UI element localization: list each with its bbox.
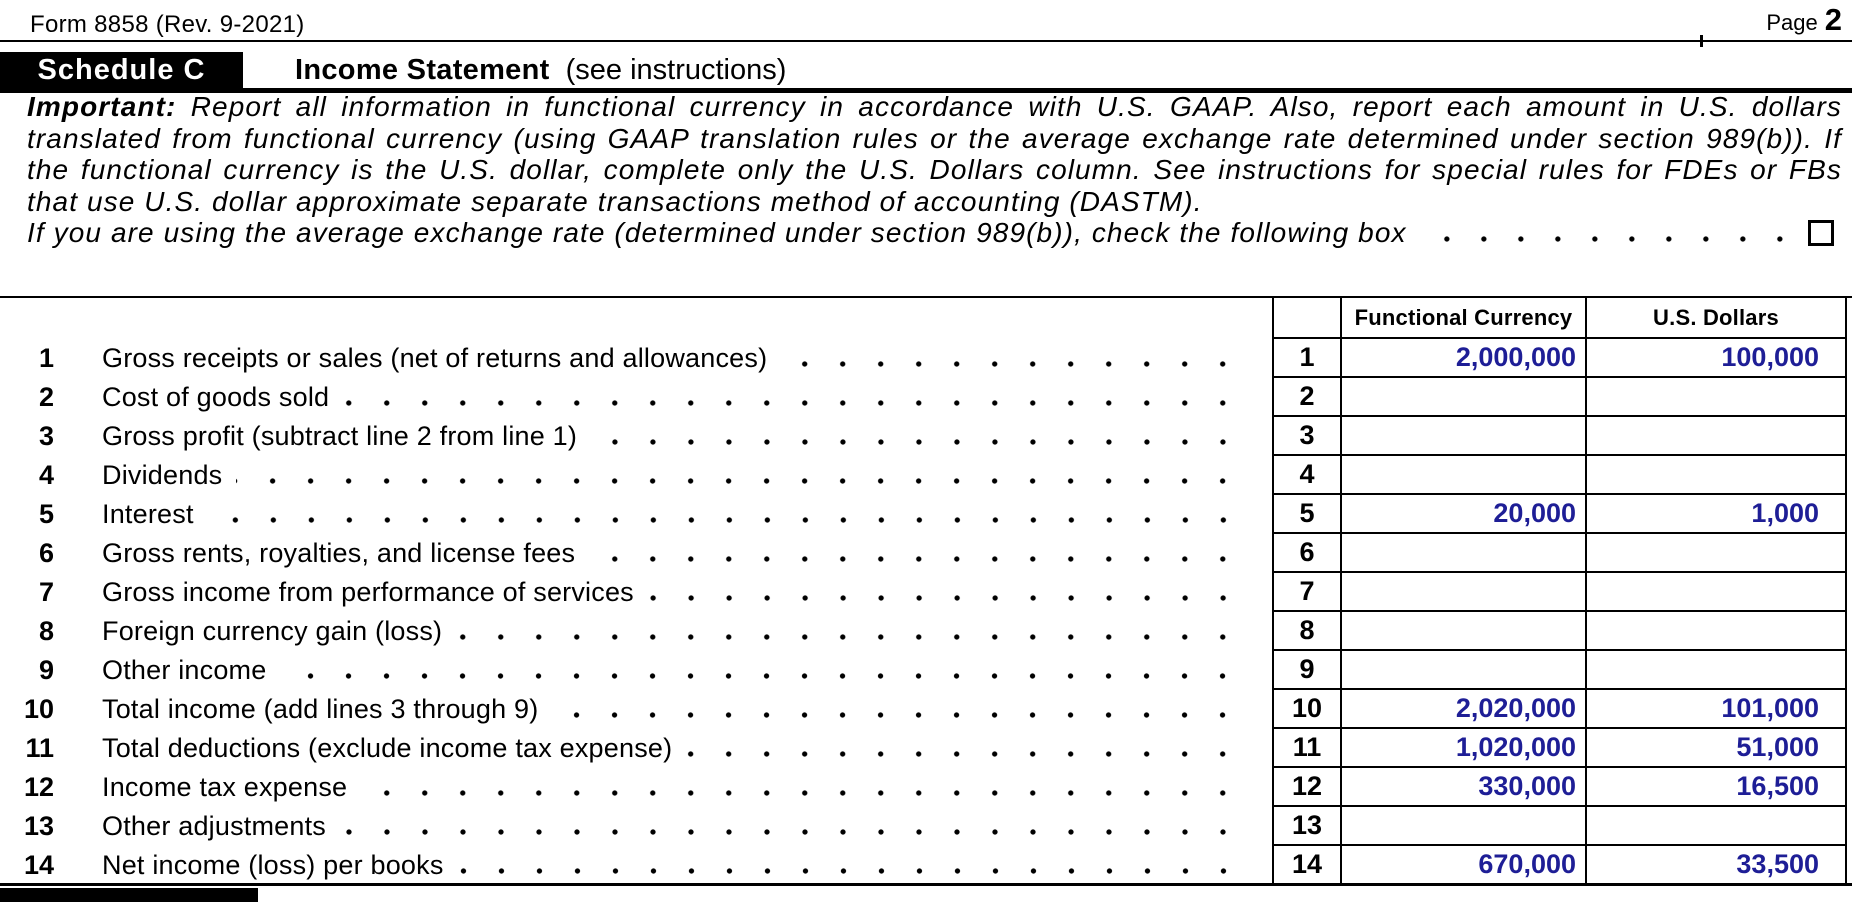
table-header-row bbox=[0, 298, 1852, 339]
line-label-area bbox=[0, 807, 1272, 846]
dot-leader bbox=[458, 846, 1244, 885]
line-label-area bbox=[0, 768, 1272, 807]
line-number-box: 13 bbox=[1272, 807, 1340, 846]
us-dollars-header: U.S. Dollars bbox=[1653, 304, 1779, 330]
line-number: 2 bbox=[38, 382, 54, 412]
line-label: Other adjustments bbox=[102, 811, 327, 841]
functional-currency-cell[interactable] bbox=[1340, 612, 1585, 651]
table-row bbox=[0, 339, 1852, 378]
functional-currency-header-cell bbox=[1340, 298, 1585, 339]
line-number: 8 bbox=[38, 616, 54, 646]
line-number: 7 bbox=[38, 577, 54, 607]
dot-leader bbox=[686, 729, 1244, 768]
income-statement-table bbox=[0, 296, 1852, 885]
line-number: 12 bbox=[23, 772, 54, 802]
line-number-box: 14 bbox=[1272, 846, 1340, 885]
line-label: Total income (add lines 3 through 9) bbox=[102, 694, 539, 724]
table-row bbox=[0, 378, 1852, 417]
line-label-area bbox=[0, 573, 1272, 612]
line-label: Net income (loss) per books bbox=[102, 850, 444, 880]
us-dollars-cell[interactable] bbox=[1585, 612, 1847, 651]
line-number-box: 9 bbox=[1272, 651, 1340, 690]
page-number: 2 bbox=[1824, 2, 1842, 37]
functional-currency-cell[interactable]: 2,020,000 bbox=[1340, 690, 1585, 729]
line-label-area bbox=[0, 456, 1272, 495]
page-top-rule bbox=[0, 0, 1852, 42]
table-row bbox=[0, 534, 1852, 573]
table-row bbox=[0, 417, 1852, 456]
line-label: Dividends bbox=[102, 460, 223, 490]
line-number-box: 6 bbox=[1272, 534, 1340, 573]
line-number: 13 bbox=[23, 811, 54, 841]
line-number-box: 2 bbox=[1272, 378, 1340, 417]
line-label-area bbox=[0, 378, 1272, 417]
line-label: Gross rents, royalties, and license fees bbox=[102, 538, 576, 568]
us-dollars-cell[interactable]: 16,500 bbox=[1585, 768, 1847, 807]
line-label-area bbox=[0, 417, 1272, 456]
line-label: Gross profit (subtract line 2 from line 1) bbox=[102, 421, 578, 451]
functional-currency-cell[interactable]: 2,000,000 bbox=[1340, 339, 1585, 378]
line-label: Gross receipts or sales (net of returns and allowances) bbox=[102, 343, 768, 373]
us-dollars-header-cell bbox=[1585, 298, 1847, 339]
us-dollars-cell[interactable]: 100,000 bbox=[1585, 339, 1847, 378]
dot-leader bbox=[552, 690, 1244, 729]
us-dollars-cell[interactable] bbox=[1585, 534, 1847, 573]
schedule-name-box: Schedule C bbox=[0, 52, 243, 88]
dot-leader bbox=[361, 768, 1244, 807]
dot-leader bbox=[280, 651, 1244, 690]
line-label-area bbox=[0, 612, 1272, 651]
line-number: 6 bbox=[38, 538, 54, 568]
line-number-box: 4 bbox=[1272, 456, 1340, 495]
line-label: Total deductions (exclude income tax expense) bbox=[102, 733, 673, 763]
header-spacer bbox=[0, 298, 1272, 339]
line-number-box: 7 bbox=[1272, 573, 1340, 612]
line-number-box: 11 bbox=[1272, 729, 1340, 768]
table-row bbox=[0, 456, 1852, 495]
dot-leader bbox=[343, 378, 1244, 417]
dot-leader bbox=[589, 534, 1244, 573]
functional-currency-cell[interactable] bbox=[1340, 378, 1585, 417]
line-label-area bbox=[0, 846, 1272, 885]
schedule-c-band bbox=[0, 52, 1852, 93]
line-number-box: 1 bbox=[1272, 339, 1340, 378]
line-number: 3 bbox=[38, 421, 54, 451]
checkbox-sentence: If you are using the average exchange rate (determined under section 989(b)), check the following box bbox=[27, 217, 1407, 249]
us-dollars-cell[interactable] bbox=[1585, 807, 1847, 846]
schedule-instructions-note: (see instructions) bbox=[565, 53, 787, 86]
functional-currency-cell[interactable] bbox=[1340, 456, 1585, 495]
dot-leader bbox=[591, 417, 1244, 456]
dot-leader bbox=[456, 612, 1244, 651]
dot-leader bbox=[208, 495, 1244, 534]
next-schedule-band-partial bbox=[0, 888, 258, 902]
functional-currency-cell[interactable]: 330,000 bbox=[1340, 768, 1585, 807]
functional-currency-cell[interactable]: 1,020,000 bbox=[1340, 729, 1585, 768]
income-table-body bbox=[0, 339, 1852, 885]
us-dollars-cell[interactable] bbox=[1585, 651, 1847, 690]
line-number: 10 bbox=[23, 694, 54, 724]
dot-leader bbox=[648, 573, 1244, 612]
average-exchange-rate-checkbox[interactable] bbox=[1808, 220, 1834, 246]
us-dollars-cell[interactable] bbox=[1585, 573, 1847, 612]
form-id: Form 8858 (Rev. 9-2021) bbox=[30, 11, 305, 38]
line-number-box: 3 bbox=[1272, 417, 1340, 456]
table-bottom-rule bbox=[0, 883, 1852, 886]
line-label: Gross income from performance of services bbox=[102, 577, 634, 607]
line-number: 4 bbox=[38, 460, 54, 490]
schedule-title: Income Statement bbox=[295, 53, 550, 86]
functional-currency-cell[interactable] bbox=[1340, 417, 1585, 456]
functional-currency-cell[interactable] bbox=[1340, 573, 1585, 612]
line-number: 11 bbox=[25, 733, 54, 763]
header-line-number-box bbox=[1272, 298, 1340, 339]
line-label-area bbox=[0, 690, 1272, 729]
line-label: Interest bbox=[102, 499, 194, 529]
table-row bbox=[0, 573, 1852, 612]
us-dollars-cell[interactable] bbox=[1585, 378, 1847, 417]
us-dollars-cell[interactable]: 1,000 bbox=[1585, 495, 1847, 534]
important-label: Important: bbox=[27, 91, 177, 122]
functional-currency-cell[interactable] bbox=[1340, 651, 1585, 690]
table-row bbox=[0, 846, 1852, 885]
line-label: Income tax expense bbox=[102, 772, 348, 802]
us-dollars-cell[interactable] bbox=[1585, 417, 1847, 456]
table-row bbox=[0, 729, 1852, 768]
table-row bbox=[0, 495, 1852, 534]
important-paragraph bbox=[27, 91, 1842, 217]
us-dollars-cell[interactable] bbox=[1585, 456, 1847, 495]
column-tick-mark bbox=[1700, 35, 1703, 47]
functional-currency-cell[interactable] bbox=[1340, 534, 1585, 573]
line-label-area bbox=[0, 339, 1272, 378]
table-row bbox=[0, 690, 1852, 729]
line-label-area bbox=[0, 534, 1272, 573]
line-number-box: 5 bbox=[1272, 495, 1340, 534]
important-body: Report all information in functional currency in accordance with U.S. GAAP. Also, report each amount in U.S. dollars translated from functional currency (using GAAP translation rules or the average exchange rate determined under section 989(b)). If the functional currency is the U.S. dollar, complete only the U.S. Dollars column. See instructions for special rules for FDEs or FBs that use U.S. dollar approximate separate transactions method of accounting (DASTM). bbox=[27, 91, 1842, 217]
dot-leader bbox=[340, 807, 1244, 846]
us-dollars-cell[interactable]: 51,000 bbox=[1585, 729, 1847, 768]
dot-leader bbox=[236, 456, 1244, 495]
table-row bbox=[0, 651, 1852, 690]
page-indicator bbox=[1766, 2, 1842, 38]
page-word: Page bbox=[1766, 10, 1818, 35]
line-label: Other income bbox=[102, 655, 267, 685]
line-number: 5 bbox=[38, 499, 54, 529]
table-row bbox=[0, 612, 1852, 651]
functional-currency-cell[interactable]: 20,000 bbox=[1340, 495, 1585, 534]
line-number: 14 bbox=[23, 850, 54, 880]
line-label: Cost of goods sold bbox=[102, 382, 330, 412]
functional-currency-cell[interactable]: 670,000 bbox=[1340, 846, 1585, 885]
dot-leader bbox=[1421, 217, 1802, 249]
average-exchange-rate-line bbox=[27, 217, 1842, 249]
line-label-area bbox=[0, 495, 1272, 534]
us-dollars-cell[interactable]: 101,000 bbox=[1585, 690, 1847, 729]
table-row bbox=[0, 807, 1852, 846]
line-number-box: 12 bbox=[1272, 768, 1340, 807]
functional-currency-cell[interactable] bbox=[1340, 807, 1585, 846]
line-number: 9 bbox=[38, 655, 54, 685]
table-row bbox=[0, 768, 1852, 807]
line-number-box: 8 bbox=[1272, 612, 1340, 651]
line-number: 1 bbox=[38, 343, 54, 373]
line-label: Foreign currency gain (loss) bbox=[102, 616, 443, 646]
dot-leader bbox=[781, 339, 1244, 378]
line-label-area bbox=[0, 729, 1272, 768]
us-dollars-cell[interactable]: 33,500 bbox=[1585, 846, 1847, 885]
line-label-area bbox=[0, 651, 1272, 690]
important-notice-block bbox=[0, 91, 1852, 249]
line-number-box: 10 bbox=[1272, 690, 1340, 729]
functional-currency-header: Functional Currency bbox=[1354, 304, 1573, 330]
